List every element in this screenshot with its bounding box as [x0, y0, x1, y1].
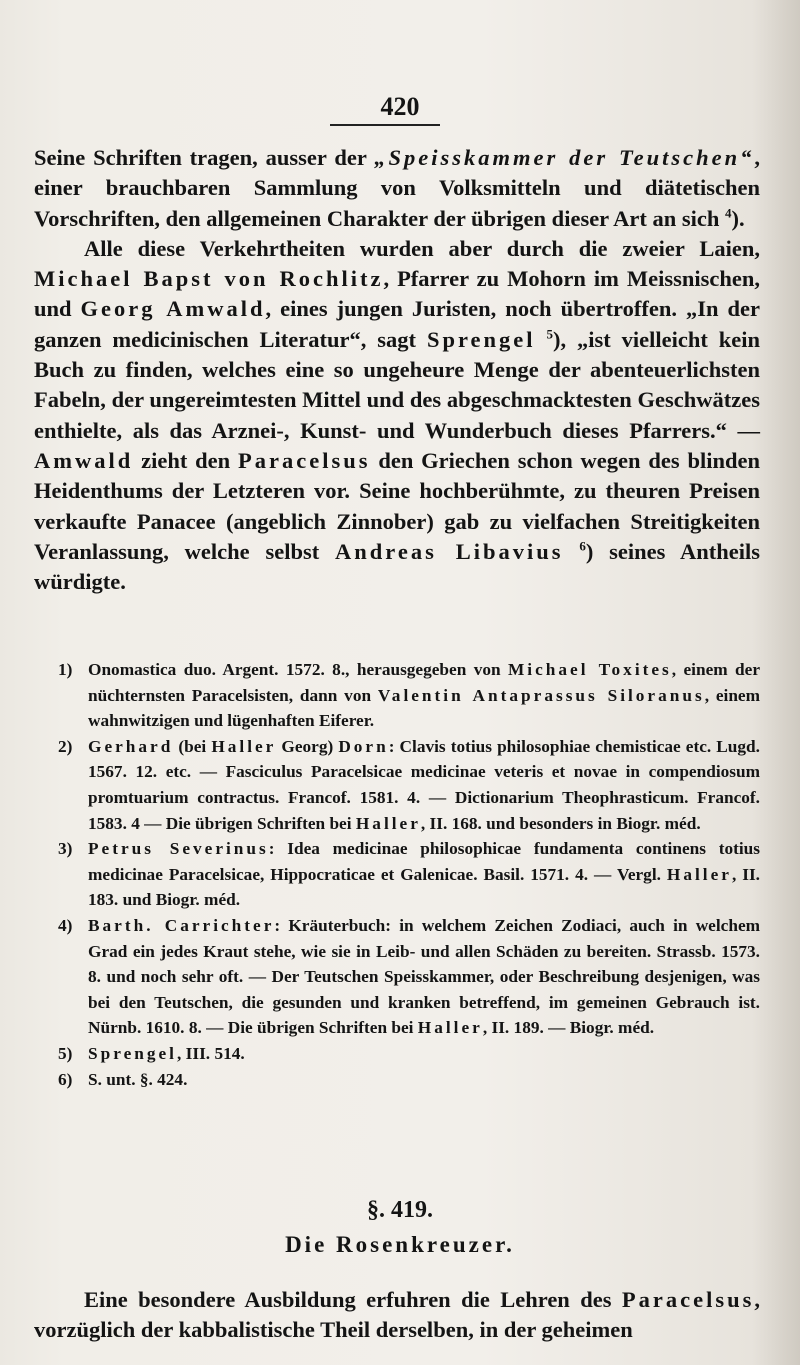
spaced-name: Haller — [666, 864, 732, 884]
footnote-number: 1) — [58, 660, 73, 679]
paragraph — [34, 234, 760, 598]
text-run — [564, 539, 580, 564]
text-run: , II. 183. und Biogr. méd. — [88, 864, 760, 910]
text-run: ), „ist vielleicht kein Buch zu finden, welches eine so ungeheure Menge der abenteuerlichsten Fabeln, der ungereimtesten Mittel und des abgeschmacktesten Geschwätzes enthielte, als das Arznei-, Kunst- und Wunderbuch dieses Pfarrers.“ — — [34, 326, 761, 443]
spaced-name: Haller — [211, 736, 277, 756]
text-run: den Griechen schon wegen des blinden Heidenthums der Letzteren vor. Seine hochberühmte, zu theuren Preisen verkaufte Panacee (angeblich Zinnober) gab zu vielfachen Streitigkeiten Veranlassung, welche selbst — [34, 447, 760, 564]
spaced-name: Dorn — [338, 736, 389, 756]
text-run: ) seines Antheils würdigte. — [34, 538, 760, 595]
main-text — [34, 143, 760, 597]
footnote — [58, 1067, 760, 1093]
footnote — [58, 657, 760, 734]
text-run: Alle diese Verkehrtheiten wurden aber durch die zweier Laien, — [84, 235, 760, 261]
spaced-name: Andreas Libavius — [335, 538, 564, 564]
spaced-name: Valentin Antaprassus Siloranus — [377, 685, 705, 705]
text-run: Eine besondere Ausbildung erfuhren die Lehren des — [84, 1286, 622, 1312]
paragraph — [34, 143, 760, 234]
footnote — [58, 734, 760, 836]
section-number: §. 419. — [367, 1197, 433, 1223]
spaced-name: Sprengel — [88, 1043, 177, 1063]
footnote-text — [88, 913, 760, 1041]
text-run: S. unt. §. 424. — [88, 1069, 188, 1089]
text-run: , III. 514. — [176, 1043, 245, 1063]
footnote-number: 6) — [58, 1069, 73, 1089]
footnote-text — [88, 657, 760, 734]
spaced-name: Sprengel — [426, 326, 536, 352]
footnote-text — [88, 1067, 760, 1093]
spaced-name: Georg Amwald — [80, 296, 266, 322]
spaced-name: Michael Bapst von Rochlitz — [34, 266, 384, 292]
spaced-name: Amwald — [34, 447, 134, 473]
spaced-name: Michael Toxites — [508, 660, 672, 679]
spaced-name: Haller — [355, 813, 421, 833]
footnote-text — [88, 1041, 760, 1067]
spaced-name: Paracelsus — [621, 1286, 755, 1312]
text-run: : Clavis totius philosophiae chemisticae etc. Lugd. 1567. 12. etc. — Fasciculus Paracelsicae medicinae veteris et novae in compendiosum promtuarium contractus. Francof. 1581. 4. — Dictionarium Theophrasticum. Francof. 1583. 4 — Die übrigen Schriften bei — [88, 736, 760, 833]
footnote — [58, 913, 760, 1041]
book-title: „Speisskammer der Teutschen“ — [374, 145, 755, 170]
section-paragraph — [34, 1285, 760, 1346]
text-run: , II. 189. — Biogr. méd. — [482, 1018, 655, 1038]
page-number: 420 — [380, 92, 420, 121]
spaced-name: Haller — [417, 1018, 483, 1038]
header-rule — [330, 124, 440, 126]
footnote-text — [88, 836, 760, 913]
text-run: , einem wahnwitzigen und lügenhaften Eiferer. — [88, 685, 760, 731]
text-run: ). — [731, 205, 745, 231]
footnote-number: 2) — [58, 736, 73, 756]
spaced-name: Petrus Severinus — [88, 839, 269, 859]
text-run: Georg) — [276, 736, 339, 756]
footnote-reference: 5 — [546, 326, 553, 342]
text-run: Seine Schriften tragen, ausser der — [34, 145, 375, 170]
footnote-reference: 4 — [725, 205, 732, 221]
footnote-number: 5) — [58, 1043, 73, 1063]
section-title: Die Rosenkreuzer. — [285, 1232, 515, 1257]
spaced-name: Barth. Carrichter — [88, 915, 275, 935]
text-run: , eines jungen Juristen, noch übertroffen. „In der ganzen medicinischen Literatur“, sagt — [34, 296, 761, 352]
text-run: , einem der nüchternsten Paracelsisten, dann von — [88, 660, 760, 705]
text-run: , II. 168. und besonders in Biogr. méd. — [420, 813, 701, 833]
text-run: : Kräuterbuch: in welchem Zeichen Zodiaci, auch in welchem Grad ein jedes Kraut stehe, wie sie in Leib- und allen Schäden zu bereiten. Strassb. 1573. 8. und noch sehr oft. — Der Teutschen Speisskammer, oder Beschreibung desjenigen, was bei den Teutschen, die gesunden und kranken betreffend, im gemeinen Gebrauch ist. Nürnb. 1610. 8. — Die übrigen Schriften bei — [88, 915, 761, 1038]
footnote-reference: 6 — [579, 538, 586, 554]
footnotes — [58, 657, 760, 1092]
text-run: : Idea medicinae philosophicae fundamenta continens totius medicinae Paracelsicae, Hippocraticae et Galenicae. Basil. 1571. 4. — Vergl. — [88, 839, 760, 884]
text-run: zieht den — [133, 447, 238, 473]
text-run: (bei — [173, 736, 212, 756]
footnote — [58, 836, 760, 913]
text-run: , Pfarrer zu Mohorn im Meissnischen, und — [34, 266, 760, 322]
text-run: , einer brauchbaren Sammlung von Volksmitteln und diätetischen Vorschriften, den allgemeinen Charakter der übrigen dieser Art an sich — [34, 145, 761, 231]
text-run — [536, 327, 547, 352]
text-run: , vorzüglich der kabbalistische Theil derselben, in der geheimen — [34, 1286, 760, 1342]
footnote-text — [88, 734, 760, 836]
spaced-name: Gerhard — [88, 736, 174, 756]
footnote-number: 4) — [58, 915, 73, 935]
footnote-number: 3) — [58, 839, 73, 859]
text-run: Onomastica duo. Argent. 1572. 8., herausgegeben von — [88, 660, 508, 679]
spaced-name: Paracelsus — [238, 447, 371, 473]
footnote — [58, 1041, 760, 1067]
